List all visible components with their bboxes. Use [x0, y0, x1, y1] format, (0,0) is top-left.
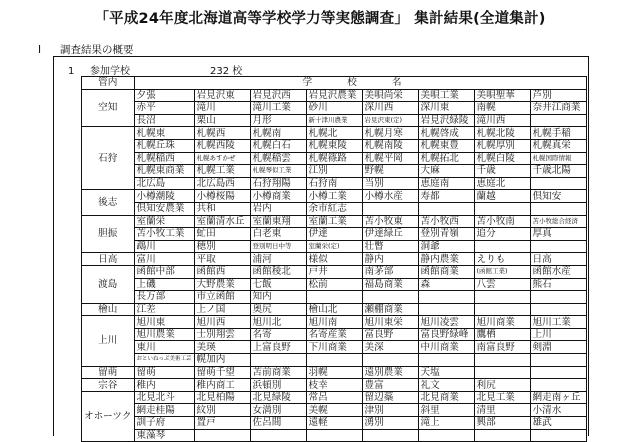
school-cell: 室蘭清水丘	[194, 215, 250, 228]
header-schools: 学 校 名	[134, 77, 586, 90]
school-cell: 恵庭北	[474, 177, 530, 190]
header-region: 管内	[82, 77, 135, 90]
school-cell: 江別	[306, 165, 362, 178]
school-cell: 美幌	[306, 404, 362, 417]
school-cell: 石狩南	[306, 177, 362, 190]
table-row	[82, 228, 587, 241]
school-cell: 美瑛	[194, 341, 250, 354]
school-cell: 札幌東商業	[134, 165, 194, 178]
school-cell	[306, 291, 362, 304]
school-cell: 上富良野	[250, 341, 306, 354]
school-cell: 函館稜北	[250, 265, 306, 278]
school-cell	[530, 202, 586, 215]
section-label: 調査結果の概要	[60, 44, 134, 56]
school-cell: 室蘭栄(定)	[306, 240, 362, 253]
school-cell: 幌加内	[194, 354, 250, 367]
school-cell: 剣淵	[530, 341, 586, 354]
school-cell: 余市紅志	[306, 202, 362, 215]
school-cell: 静内農業	[418, 253, 474, 266]
school-cell: 南富良野	[474, 341, 530, 354]
table-row	[82, 303, 587, 316]
school-cell: 岩見沢東	[194, 89, 250, 102]
section-heading	[38, 42, 134, 57]
school-cell: 岩見沢緑陵	[418, 114, 474, 127]
school-cell: 知内	[250, 291, 306, 304]
school-cell: 斜里	[418, 404, 474, 417]
school-cell: 南茅部	[362, 265, 418, 278]
table-row	[82, 354, 587, 367]
school-cell: 東川	[134, 341, 194, 354]
region-cell: 留萌	[82, 366, 135, 379]
school-cell: 滝川工業	[250, 102, 306, 115]
school-cell: 長万部	[134, 291, 194, 304]
school-cell: 北見緑陵	[250, 391, 306, 404]
school-cell: 追分	[474, 228, 530, 241]
school-cell	[362, 429, 418, 442]
school-cell: 網走南ヶ丘	[530, 391, 586, 404]
table-row	[82, 366, 587, 379]
school-cell: 置戸	[194, 417, 250, 430]
region-cell: 上川	[82, 316, 135, 366]
table-row	[82, 89, 587, 102]
school-cell: 雄武	[530, 417, 586, 430]
school-cell: 岩見沢西	[250, 89, 306, 102]
school-cell	[530, 303, 586, 316]
school-cell: 松前	[306, 278, 362, 291]
table-row	[82, 316, 587, 329]
school-cell: 伊達緑丘	[362, 228, 418, 241]
school-cell: 岩見沢農業	[306, 89, 362, 102]
school-cell: 浜頓別	[250, 379, 306, 392]
school-cell: 小樽潮陵	[134, 190, 194, 203]
school-cell: 八雲	[474, 278, 530, 291]
participating-schools-item	[68, 62, 242, 77]
school-cell: 富良野	[362, 328, 418, 341]
school-cell: 札幌西陵	[194, 139, 250, 152]
school-cell: 室蘭栄	[134, 215, 194, 228]
school-cell: 美唄聖華	[474, 89, 530, 102]
school-cell: 美唄尚栄	[362, 89, 418, 102]
school-cell: 美深	[362, 341, 418, 354]
school-cell: 恵庭南	[418, 177, 474, 190]
table-row	[82, 114, 587, 127]
school-cell: 倶知安農業	[134, 202, 194, 215]
school-cell	[474, 202, 530, 215]
school-cell: 石狩翔陽	[250, 177, 306, 190]
school-cell: 大野農業	[194, 278, 250, 291]
school-cell: 遠別農業	[362, 366, 418, 379]
school-cell: 日高	[530, 253, 586, 266]
school-cell: 苫小牧総合経済	[530, 215, 586, 228]
school-cell: 富良野緑峰	[418, 328, 474, 341]
region-cell: 宗谷	[82, 379, 135, 392]
school-cell: 訓子府	[134, 417, 194, 430]
school-cell: 札幌西	[194, 127, 250, 140]
school-cell: 稚内	[134, 379, 194, 392]
table-row	[82, 417, 587, 430]
table-row	[82, 177, 587, 190]
school-cell: 札幌北陵	[474, 127, 530, 140]
school-cell: 滝川西	[474, 114, 530, 127]
school-cell: 札幌篠路	[306, 152, 362, 165]
school-cell: 旭川商業	[474, 316, 530, 329]
school-cell: 札幌平岡	[362, 152, 418, 165]
school-cell: 枝幸	[306, 379, 362, 392]
school-cell: 北見商業	[418, 391, 474, 404]
school-cell: 福島商業	[362, 278, 418, 291]
school-cell: 寿都	[418, 190, 474, 203]
school-cell	[474, 240, 530, 253]
school-cell: 野幌	[362, 165, 418, 178]
school-cell: 札幌厚別	[474, 139, 530, 152]
school-cell: 北見工業	[474, 391, 530, 404]
school-cell: 札幌北	[306, 127, 362, 140]
school-cell: 千歳	[474, 165, 530, 178]
school-cell: 札幌工業	[194, 165, 250, 178]
school-cell: 北見北斗	[134, 391, 194, 404]
school-cell	[474, 354, 530, 367]
school-cell: 月形	[250, 114, 306, 127]
school-cell: 札幌白陵	[474, 152, 530, 165]
school-cell: 奥尻	[250, 303, 306, 316]
school-cell: 当別	[362, 177, 418, 190]
item-number: 1	[68, 66, 75, 77]
school-cell: 旭川東栄	[362, 316, 418, 329]
school-cell: 札幌稲雲	[250, 152, 306, 165]
school-cell	[306, 354, 362, 367]
school-cell: 常呂	[306, 391, 362, 404]
school-cell: 札幌稲西	[134, 152, 194, 165]
school-cell: 札幌国際情報	[530, 152, 586, 165]
school-cell	[418, 303, 474, 316]
school-cell: 札幌琴似工業	[250, 165, 306, 178]
school-cell: 札幌月寒	[362, 127, 418, 140]
school-cell: 様似	[306, 253, 362, 266]
table-row	[82, 391, 587, 404]
school-cell: 札幌真栄	[530, 139, 586, 152]
school-cell: えりも	[474, 253, 530, 266]
school-cell: 滝川	[194, 102, 250, 115]
region-cell: 後志	[82, 190, 135, 215]
school-cell: 名寄産業	[306, 328, 362, 341]
page-title: 「平成24年度北海道高等学校学力等実態調査」 集計結果(全道集計)	[94, 11, 546, 27]
school-cell: 留萌千望	[194, 366, 250, 379]
school-cell: 小樽水産	[362, 190, 418, 203]
school-cell: 羽幌	[306, 366, 362, 379]
school-cell: 倶知安	[530, 190, 586, 203]
school-cell: 夕張	[134, 89, 194, 102]
school-cell: 旭川西	[194, 316, 250, 329]
school-cell	[418, 354, 474, 367]
school-cell: 長沼	[134, 114, 194, 127]
table-row	[82, 152, 587, 165]
table-row	[82, 215, 587, 228]
school-cell: 深川西	[362, 102, 418, 115]
school-cell: 札幌東	[134, 127, 194, 140]
school-cell: 赤平	[134, 102, 194, 115]
region-cell: 日高	[82, 253, 135, 266]
school-cell	[530, 354, 586, 367]
school-cell: 奈井江商業	[530, 102, 586, 115]
school-cell: 共和	[194, 202, 250, 215]
school-cell: 鷹栖	[474, 328, 530, 341]
school-cell: 富川	[134, 253, 194, 266]
school-cell: 小樽商業	[250, 190, 306, 203]
school-cell: 平取	[194, 253, 250, 266]
school-cell: 北見柏陽	[194, 391, 250, 404]
school-cell: 苫小牧工業	[134, 228, 194, 241]
school-cell: 穂別	[194, 240, 250, 253]
school-cell: 江差	[134, 303, 194, 316]
table-row	[82, 253, 587, 266]
school-cell: 小樽桜陽	[194, 190, 250, 203]
school-cell: 天塩	[418, 366, 474, 379]
school-cell: 登別明日中等	[250, 240, 306, 253]
school-cell: 津別	[362, 404, 418, 417]
table-row	[82, 190, 587, 203]
table-row	[82, 165, 587, 178]
school-cell	[530, 240, 586, 253]
school-cell	[530, 291, 586, 304]
school-cell: 中川商業	[418, 341, 474, 354]
school-cell	[530, 379, 586, 392]
school-cell: 函館商業	[418, 265, 474, 278]
school-cell: 新十津川農業	[306, 114, 362, 127]
school-cell	[530, 114, 586, 127]
section-number: Ⅰ	[38, 44, 42, 56]
school-cell: 虻田	[194, 228, 250, 241]
school-cell	[194, 429, 250, 442]
school-cell: 上川	[530, 328, 586, 341]
region-cell: オホーツク	[82, 391, 135, 441]
school-cell: 戸井	[306, 265, 362, 278]
school-cell: 札幌東陵	[306, 139, 362, 152]
school-cell	[530, 366, 586, 379]
school-cell	[530, 429, 586, 442]
region-cell: 渡島	[82, 265, 135, 303]
school-cell: 伊達	[306, 228, 362, 241]
school-cell: 登別青嶺	[418, 228, 474, 241]
school-cell: 利尻	[474, 379, 530, 392]
school-cell: 東藻琴	[134, 429, 194, 442]
school-cell: 豊富	[362, 379, 418, 392]
school-cell	[474, 303, 530, 316]
table-row	[82, 102, 587, 115]
school-cell: 札幌東豊	[418, 139, 474, 152]
school-cell: 札幌拓北	[418, 152, 474, 165]
school-cell: 礼文	[418, 379, 474, 392]
school-cell: 札幌手稲	[530, 127, 586, 140]
school-cell: 女満別	[250, 404, 306, 417]
school-cell: 苫小牧西	[418, 215, 474, 228]
school-cell: 函館西	[194, 265, 250, 278]
school-cell: 岩内	[250, 202, 306, 215]
schools-table	[81, 76, 587, 442]
school-cell: 浦河	[250, 253, 306, 266]
table-row	[82, 429, 587, 442]
school-cell: 留萌	[134, 366, 194, 379]
school-cell: 函館水産	[530, 265, 586, 278]
school-cell: 静内	[362, 253, 418, 266]
school-cell: 厚真	[530, 228, 586, 241]
item-value: 232 校	[210, 66, 243, 77]
table-row	[82, 265, 587, 278]
school-cell: 旭川南	[306, 316, 362, 329]
table-row	[82, 240, 587, 253]
school-cell: 美唄工業	[418, 89, 474, 102]
school-cell: 小樽工業	[306, 190, 362, 203]
school-cell: 栗山	[194, 114, 250, 127]
school-cell: 札幌南陵	[362, 139, 418, 152]
school-cell: 室蘭工業	[306, 215, 362, 228]
school-cell: 森	[418, 278, 474, 291]
table-row	[82, 291, 587, 304]
school-cell: 興部	[474, 417, 530, 430]
school-cell: 室蘭東翔	[250, 215, 306, 228]
school-cell: 小清水	[530, 404, 586, 417]
table-row	[82, 328, 587, 341]
school-cell: 網走桂陽	[134, 404, 194, 417]
school-cell: 北広島	[134, 177, 194, 190]
school-cell: 熊石	[530, 278, 586, 291]
school-cell: 白老東	[250, 228, 306, 241]
school-cell	[530, 177, 586, 190]
school-cell: 清里	[474, 404, 530, 417]
school-cell: 旭川農業	[134, 328, 194, 341]
school-cell	[418, 291, 474, 304]
school-cell	[306, 429, 362, 442]
school-cell: 函館中部	[134, 265, 194, 278]
school-cell: 滝上	[418, 417, 474, 430]
school-cell: 深川東	[418, 102, 474, 115]
school-cell: 上ノ国	[194, 303, 250, 316]
school-cell	[250, 354, 306, 367]
school-cell: 苫前商業	[250, 366, 306, 379]
school-cell: 旭川東	[134, 316, 194, 329]
school-cell	[362, 354, 418, 367]
table-row	[82, 341, 587, 354]
table-header-row	[82, 77, 587, 90]
region-cell: 空知	[82, 89, 135, 127]
region-cell: 胆振	[82, 215, 135, 253]
school-cell	[474, 291, 530, 304]
school-cell: 札幌白石	[250, 139, 306, 152]
school-cell: 洞爺	[418, 240, 474, 253]
school-cell: 旭川工業	[530, 316, 586, 329]
school-cell: 留辺蘂	[362, 391, 418, 404]
school-cell: 旭川北	[250, 316, 306, 329]
school-cell: 檜山北	[306, 303, 362, 316]
school-cell: 札幌南	[250, 127, 306, 140]
table-row	[82, 278, 587, 291]
school-cell: おといねっぷ美術工芸	[134, 354, 194, 367]
table-row	[82, 139, 587, 152]
school-cell: 鵡川	[134, 240, 194, 253]
school-cell: 上磯	[134, 278, 194, 291]
school-cell: 湧別	[362, 417, 418, 430]
school-cell: 大麻	[418, 165, 474, 178]
school-cell	[418, 429, 474, 442]
school-cell: 蘭越	[474, 190, 530, 203]
school-cell: 北広島西	[194, 177, 250, 190]
school-cell: 佐呂間	[250, 417, 306, 430]
school-cell: 市立函館	[194, 291, 250, 304]
school-cell: (函館工業)	[474, 265, 530, 278]
school-cell: 南幌	[474, 102, 530, 115]
table-row	[82, 202, 587, 215]
school-cell: 名寄	[250, 328, 306, 341]
school-cell: 下川商業	[306, 341, 362, 354]
school-cell: 千歳北陽	[530, 165, 586, 178]
school-cell: 遠軽	[306, 417, 362, 430]
region-cell: 石狩	[82, 127, 135, 190]
school-cell: 稚内商工	[194, 379, 250, 392]
school-cell	[362, 202, 418, 215]
school-cell	[362, 291, 418, 304]
school-cell	[250, 429, 306, 442]
school-cell: 札幌啓成	[418, 127, 474, 140]
region-cell: 檜山	[82, 303, 135, 316]
item-label: 参加学校	[90, 66, 130, 77]
school-cell: 苫小牧東	[362, 215, 418, 228]
school-cell	[474, 366, 530, 379]
table-row	[82, 127, 587, 140]
school-cell: 札幌あすかぜ	[194, 152, 250, 165]
school-cell: 苫小牧南	[474, 215, 530, 228]
school-cell: 七飯	[250, 278, 306, 291]
school-cell: 壮瞥	[362, 240, 418, 253]
school-cell: 瀬棚商業	[362, 303, 418, 316]
school-cell: 砂川	[306, 102, 362, 115]
school-cell: 札幌丘珠	[134, 139, 194, 152]
school-cell: 芦別	[530, 89, 586, 102]
school-cell	[418, 202, 474, 215]
school-cell: 士別翔雲	[194, 328, 250, 341]
school-cell: 旭川凌雲	[418, 316, 474, 329]
school-cell: 紋別	[194, 404, 250, 417]
school-cell: 岩見沢東(定)	[362, 114, 418, 127]
school-cell	[474, 429, 530, 442]
table-row	[82, 404, 587, 417]
table-row	[82, 379, 587, 392]
